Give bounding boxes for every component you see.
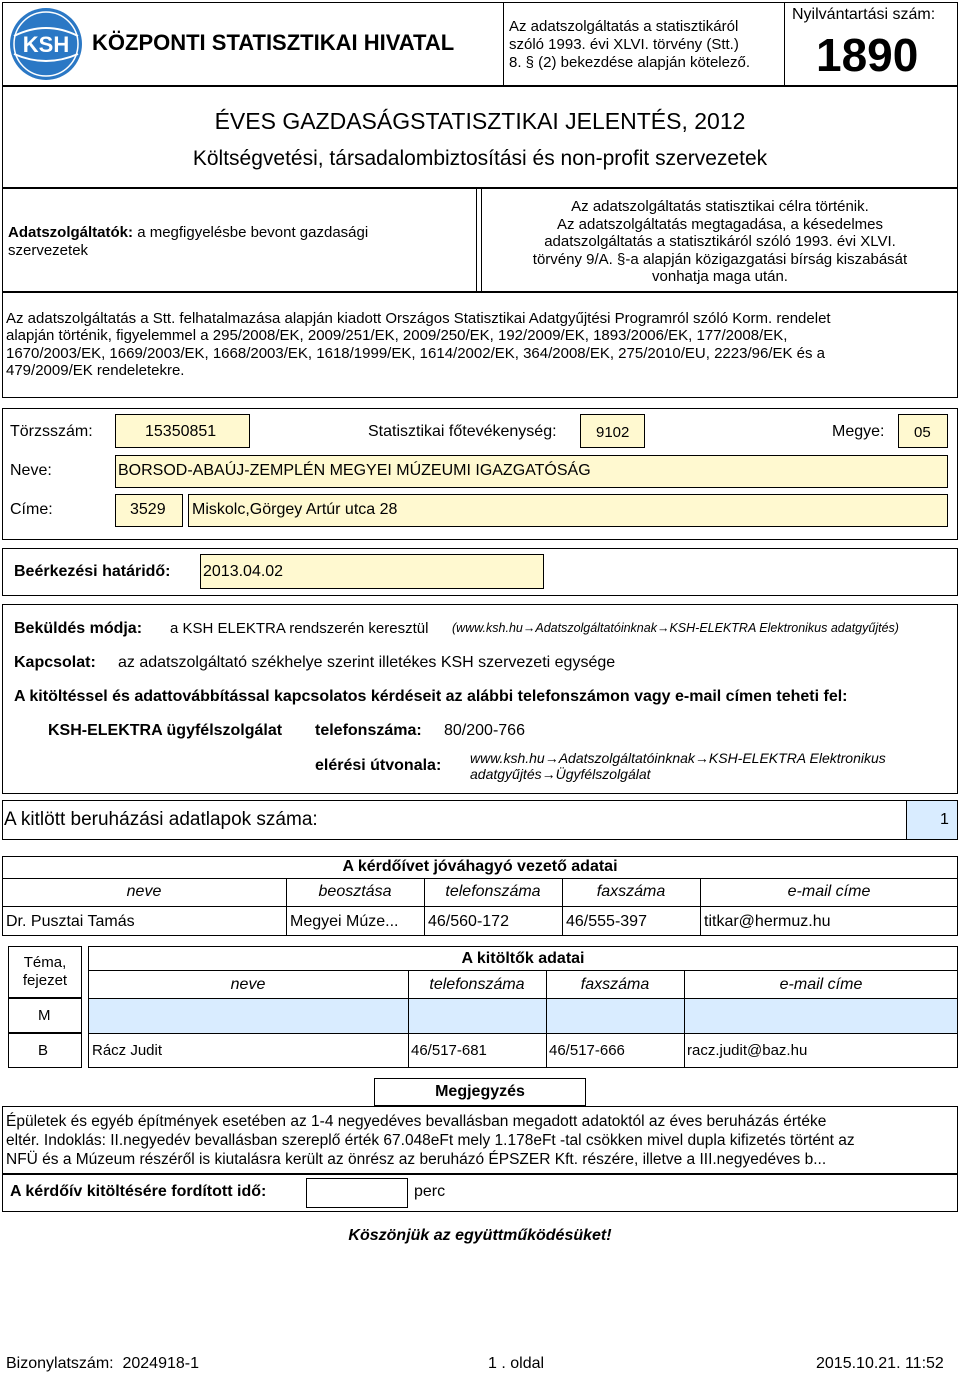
fillers-b-name: Rácz Judit <box>92 1042 163 1059</box>
fillers-title: A kitöltők adatai <box>461 950 585 967</box>
legal-basis-line-1: Az adatszolgáltatás a statisztikáról <box>509 18 739 35</box>
question-text: A kitöltéssel és adattovábbítással kapcsolatos kérdéseit az alábbi telefonszámon vagy e-mail címen teheti fel: <box>14 688 848 705</box>
fillers-header-phone: telefonszáma <box>429 976 525 993</box>
legal-basis-line-3: 8. § (2) bekezdése alapján kötelező. <box>509 54 750 71</box>
footer-cert-label: Bizonylatszám: <box>6 1355 114 1372</box>
path-label: elérési útvonala: <box>315 757 442 774</box>
providers-text-2: szervezetek <box>8 242 89 259</box>
torzsszam-label: Törzsszám: <box>10 423 93 440</box>
manager-header-position: beosztása <box>318 883 392 900</box>
fillers-code-m-label: M <box>38 1007 51 1024</box>
sending-label: Beküldés módja: <box>14 620 143 637</box>
manager-hline-2 <box>2 906 958 907</box>
report-subtitle: Költségvetési, társadalombiztosítási és non-profit szervezetek <box>192 147 768 170</box>
fotevekenyseg-value: 9102 <box>596 424 630 441</box>
path-line-1: www.ksh.hu→Adatszolgáltatóinknak→KSH-ELEKTRA Elektronikus <box>470 750 886 766</box>
notes-line-1: Épületek és egyéb építmények esetében az 1-4 negyedéves bevallásban megadott adatoktól az éves beruházás értéke <box>6 1113 827 1130</box>
providers-value: a megfigyelésbe bevont gazdasági <box>137 224 369 241</box>
manager-header-email: e-mail címe <box>787 883 871 900</box>
fillers-header-email: e-mail címe <box>779 976 863 993</box>
fillers-header-fax: faxszáma <box>580 976 650 993</box>
torzsszam-value: 15350851 <box>145 423 217 440</box>
providers-divider <box>476 188 477 292</box>
legal-line-1: Az adatszolgáltatás a Stt. felhatalmazása alapján kiadott Országos Statisztikai Adatgyűjtési Programról szóló Korm. rendelet <box>6 310 831 327</box>
fillers-code-b-label: B <box>38 1042 49 1059</box>
fillers-b-fax: 46/517-666 <box>549 1042 625 1059</box>
org-name: KÖZPONTI STATISZTIKAI HIVATAL <box>92 30 455 55</box>
title-box <box>2 86 958 188</box>
manager-phone: 46/560-172 <box>428 913 509 930</box>
sending-hint: (www.ksh.hu→Adatszolgáltatóinknak→KSH-ELEKTRA Elektronikus adatgyűjtés) <box>452 621 899 635</box>
fillers-m-phone[interactable] <box>408 998 547 1034</box>
legal-basis-line-2: szóló 1993. évi XLVI. törvény (Stt.) <box>509 36 739 53</box>
sheets-label: A kitlött beruházási adatlapok száma: <box>4 809 318 830</box>
megye-label: Megye: <box>832 423 885 440</box>
contact-value: az adatszolgáltató székhelye szerint illetékes KSH szervezeti egysége <box>118 654 616 671</box>
manager-title: A kérdőívet jóváhagyó vezető adatai <box>342 858 618 875</box>
fillers-m-email[interactable] <box>684 998 958 1034</box>
footer-page: 1 . oldal <box>488 1355 545 1372</box>
sending-value: a KSH ELEKTRA rendszerén keresztül <box>170 620 429 637</box>
sheets-field[interactable] <box>906 800 958 840</box>
manager-header-name: neve <box>126 883 162 900</box>
registration-number: 1890 <box>816 29 919 81</box>
path-line-2: adatgyűjtés→Ügyfélszolgálat <box>470 766 651 782</box>
time-input[interactable] <box>306 1178 408 1208</box>
megye-value: 05 <box>914 424 931 441</box>
service-name: KSH-ELEKTRA ügyfélszolgálat <box>48 722 283 739</box>
fillers-b-email: racz.judit@baz.hu <box>687 1042 808 1059</box>
time-label: A kérdőív kitöltésére fordított idő: <box>10 1183 267 1200</box>
footer-cert-value: 2024918-1 <box>122 1355 199 1372</box>
phone-value: 80/200-766 <box>444 722 525 739</box>
cim-value: Miskolc,Görgey Artúr utca 28 <box>192 501 398 518</box>
legal-line-2: alapján történik, figyelemmel a 295/2008/EK, 2009/251/EK, 2009/250/EK, 192/2009/EK, 1893/2006/EK, 177/2008/EK, <box>6 327 788 344</box>
notice-line-2: Az adatszolgáltatás megtagadása, a késedelmes <box>556 216 884 233</box>
notes-title: Megjegyzés <box>435 1083 525 1100</box>
notice-line-1: Az adatszolgáltatás statisztikai célra történik. <box>571 198 869 215</box>
time-unit: perc <box>414 1183 446 1200</box>
cime-label: Címe: <box>10 501 53 518</box>
topic-label: Téma, fejezet <box>22 954 68 989</box>
contact-label: Kapcsolat: <box>14 654 96 671</box>
notice-line-5: vonhatja maga után. <box>652 268 788 285</box>
providers-text <box>8 224 368 241</box>
providers-label: Adatszolgáltatók: <box>8 224 134 241</box>
report-title: ÉVES GAZDASÁGSTATISZTIKAI JELENTÉS, 2012 <box>214 108 746 134</box>
deadline-label: Beérkezési határidő: <box>14 563 171 580</box>
manager-email: titkar@hermuz.hu <box>704 913 831 930</box>
manager-name: Dr. Pusztai Tamás <box>6 913 135 930</box>
fillers-m-name[interactable] <box>88 998 409 1034</box>
manager-header-phone: telefonszáma <box>445 883 541 900</box>
fillers-header-name: neve <box>230 976 266 993</box>
notes-line-2: eltér. Indoklás: II.negyedév bevallásban szereplő érték 67.048eFt mely 1.178eFt -tal csökken mivel dupla kifizetés történt az <box>6 1132 855 1149</box>
sheets-value: 1 <box>940 811 949 828</box>
notice-line-3: adatszolgáltatás a statisztikáról szóló 1993. évi XLVI. <box>544 233 896 250</box>
fotevekenyseg-label: Statisztikai főtevékenység: <box>368 423 557 440</box>
manager-header-fax: faxszáma <box>596 883 666 900</box>
neve-value: BORSOD-ABAÚJ-ZEMPLÉN MEGYEI MÚZEUMI IGAZGATÓSÁG <box>118 462 591 479</box>
registration-label: Nyilvántartási szám: <box>792 6 936 23</box>
notice-line-4: törvény 9/A. §-a alapján közigazgatási bírság kiszabását <box>532 251 908 268</box>
footer-cert <box>6 1355 199 1373</box>
manager-position: Megyei Múze... <box>290 913 399 930</box>
ksh-logo <box>8 6 84 82</box>
fillers-hline-1 <box>88 970 958 971</box>
legal-line-4: 479/2009/EK rendeletekre. <box>6 362 185 379</box>
notes-line-3: NFÜ és a Múzeum részéről is kiutalásra került az önrész az beruházó ÉPSZER Kft. részére, illetve a III.negyedéves b... <box>6 1151 827 1168</box>
deadline-value: 2013.04.02 <box>203 563 284 580</box>
fillers-b-phone: 46/517-681 <box>411 1042 487 1059</box>
thanks-text: Köszönjük az együttműködésüket! <box>348 1227 612 1244</box>
manager-hline-1 <box>2 878 958 879</box>
legal-line-3: 1670/2003/EK, 1669/2003/EK, 1668/2003/EK, 1618/1999/EK, 1614/2002/EK, 364/2008/EK, 275/2010/EU, 2223/96/EK és a <box>6 345 825 362</box>
phone-label: telefonszáma: <box>315 722 422 739</box>
manager-fax: 46/555-397 <box>566 913 647 930</box>
svg-text:KSH: KSH <box>22 32 70 57</box>
footer-date: 2015.10.21. 11:52 <box>816 1355 944 1372</box>
fillers-m-fax[interactable] <box>546 998 685 1034</box>
irsz-value: 3529 <box>130 501 166 518</box>
neve-label: Neve: <box>10 462 52 479</box>
